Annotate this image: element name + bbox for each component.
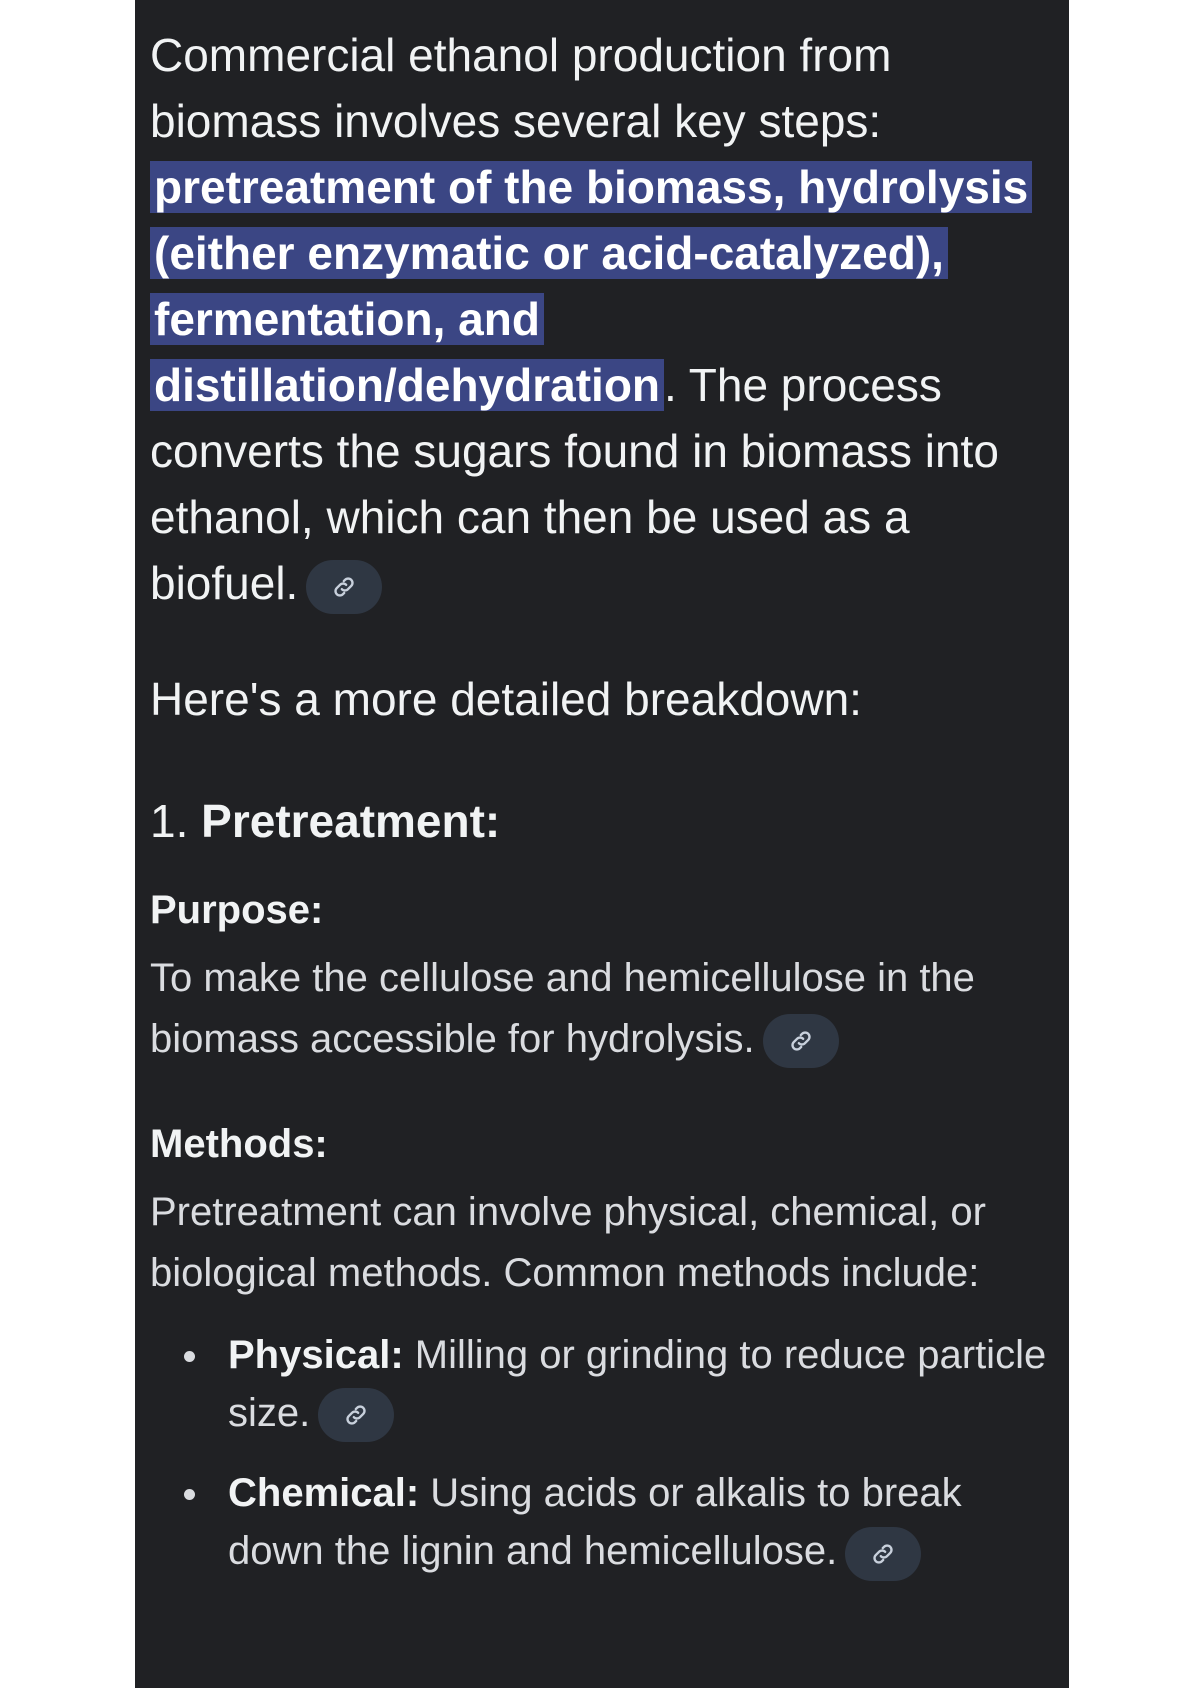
method-desc: Milling or grinding to reduce particle size. — [228, 1333, 1047, 1435]
link-icon — [331, 574, 357, 600]
source-link-button[interactable] — [306, 560, 382, 614]
methods-text: Pretreatment can involve physical, chemical, or biological methods. Common methods include: — [150, 1190, 986, 1295]
link-icon — [788, 1028, 814, 1054]
intro-text-before: Commercial ethanol production from biomass involves several key steps: — [150, 29, 892, 147]
method-desc: Using acids or alkalis to break down the lignin and hemicellulose. — [228, 1471, 962, 1574]
method-term: Physical: — [228, 1333, 404, 1377]
intro-paragraph — [150, 22, 1053, 616]
response-panel — [135, 0, 1069, 1688]
highlighted-key-steps: pretreatment of the biomass, hydrolysis (either enzymatic or acid-catalyzed), fermentation, and distillation/dehydration — [150, 161, 1032, 411]
source-link-button[interactable] — [763, 1014, 839, 1068]
source-link-button[interactable] — [318, 1388, 394, 1442]
section-number: 1. — [150, 795, 189, 847]
list-item — [228, 1464, 1053, 1580]
purpose-text: To make the cellulose and hemicellulose in the biomass accessible for hydrolysis. — [150, 956, 975, 1061]
link-icon — [870, 1541, 896, 1567]
methods-label: Methods: — [150, 1122, 328, 1166]
section-title: Pretreatment: — [201, 795, 501, 847]
breakdown-intro: Here's a more detailed breakdown: — [150, 673, 862, 725]
purpose-text-paragraph — [150, 948, 1053, 1070]
methods-list — [150, 1326, 1053, 1581]
intro-text-after: . The process converts the sugars found in biomass into ethanol, which can then be used as a biofuel. — [150, 359, 999, 609]
method-term: Chemical: — [228, 1471, 420, 1516]
link-icon — [343, 1402, 369, 1428]
section-heading-pretreatment — [150, 788, 1053, 854]
purpose-label: Purpose: — [150, 888, 324, 932]
list-item — [228, 1326, 1053, 1442]
source-link-button[interactable] — [845, 1527, 921, 1581]
